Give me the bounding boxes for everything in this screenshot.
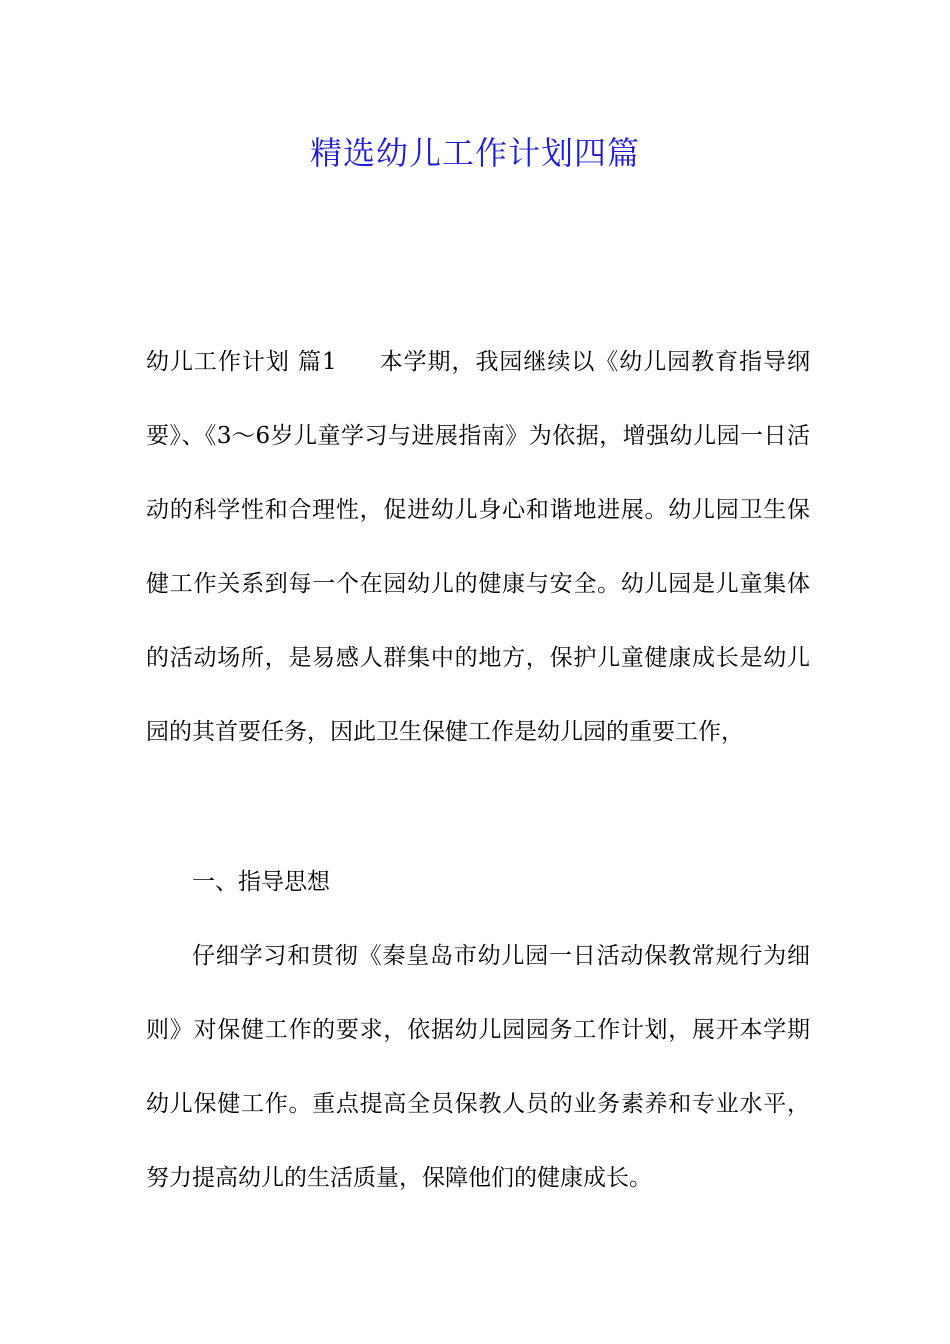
section1-intro-text: 本学期，我园继续以《幼儿园教育指导纲要》、《3～6岁儿童学习与进展指南》为依据，增强幼儿园一日活动的科学性和合理性，促进幼儿身心和谐地进展。幼儿园卫生保健工作关系到每一个在园幼儿的健康与安全。幼儿园是儿童集体的活动场所，是易感人群集中的地方，保护儿童健康成长是幼儿园的其首要任务，因此卫生保健工作是幼儿园的重要工作，: [146, 349, 810, 745]
section-heading: 一、指导思想: [192, 869, 330, 895]
document-title: 精选幼儿工作计划四篇: [309, 134, 640, 172]
section1-paragraph: [146, 325, 810, 769]
section1-label: 幼儿工作计划 篇1: [146, 349, 337, 375]
guiding-principle-paragraph: 仔细学习和贯彻《秦皇岛市幼儿园一日活动保教常规行为细则》对保健工作的要求，依据幼儿园园务工作计划，展开本学期幼儿保健工作。重点提高全员保教人员的业务素养和专业水平，努力提高幼儿的生活质量，保障他们的健康成长。: [146, 943, 810, 1191]
